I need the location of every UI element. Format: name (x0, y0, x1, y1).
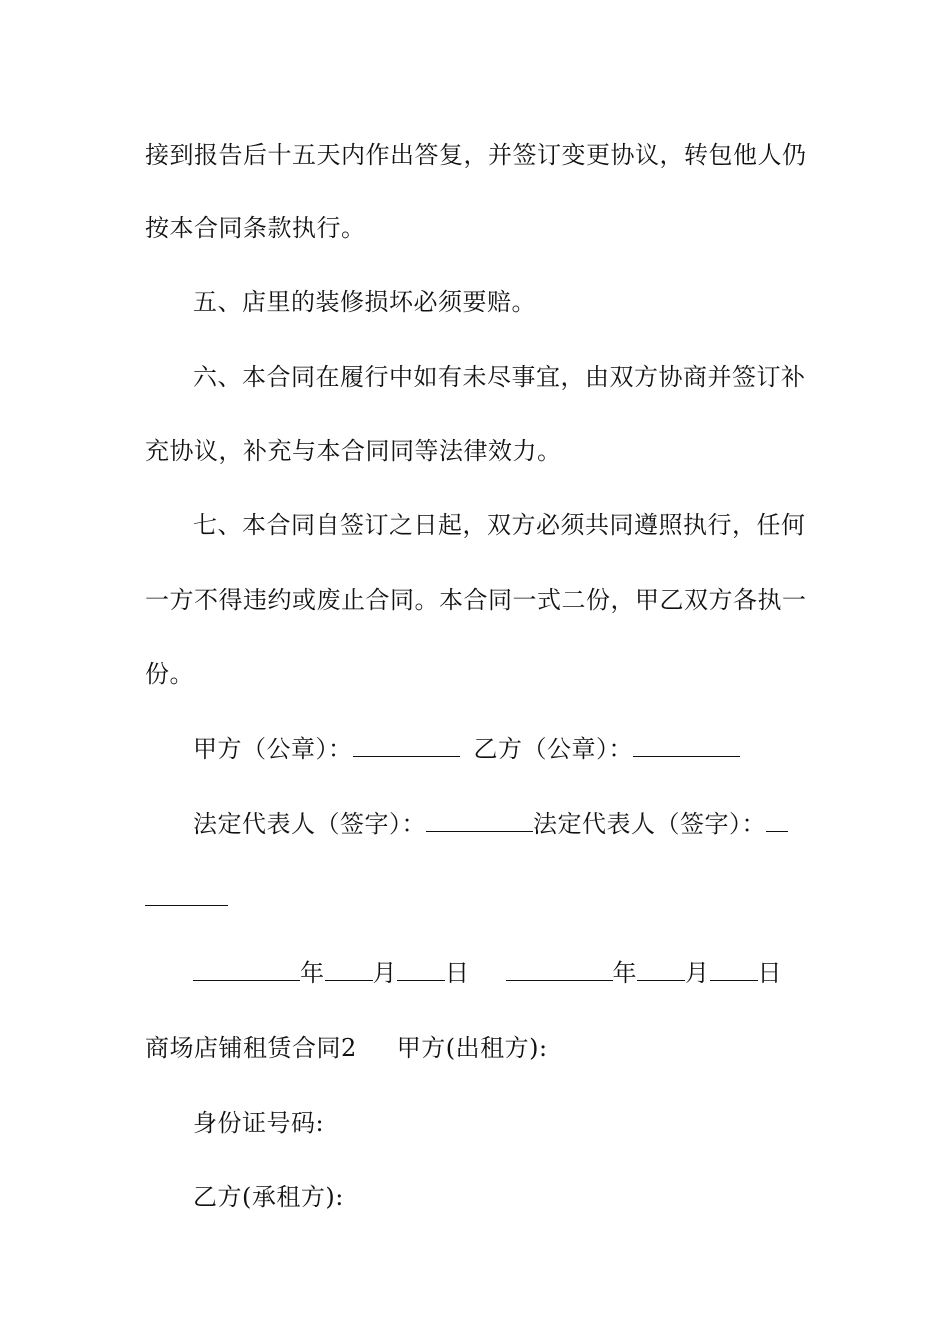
month-label-b: 月 (685, 959, 710, 987)
party-a-seal-blank (353, 734, 460, 757)
party-b-seal-blank (633, 734, 740, 757)
clause-six-line: 六、本合同在履行中如有未尽事宜，由双方协商并签订补 (193, 363, 806, 391)
date-line (193, 958, 863, 988)
clause-five: 五、店里的装修损坏必须要赔。 (193, 288, 536, 316)
paragraph-line: 接到报告后十五天内作出答复，并签订变更协议，转包他人仍 (145, 141, 807, 169)
year-blank-b (506, 958, 613, 981)
party-a-seal-label: 甲方（公章）： (193, 735, 353, 763)
day-label-a: 日 (445, 959, 470, 987)
legal-rep-b-blank (766, 809, 788, 832)
clause-seven-line: 七、本合同自签订之日起，双方必须共同遵照执行，任何 (193, 511, 806, 539)
month-blank-a (325, 958, 373, 981)
lessee-label: 乙方(承租方): (193, 1183, 344, 1211)
legal-rep-line (193, 809, 863, 839)
seal-line (193, 734, 863, 764)
clause-seven-line: 份。 (145, 660, 194, 688)
year-blank-a (193, 958, 300, 981)
next-contract-heading-line (145, 1033, 815, 1063)
party-b-seal-label: 乙方（公章）： (473, 735, 633, 763)
legal-rep-blank-continued (145, 883, 815, 913)
clause-seven-line: 一方不得违约或废止合同。本合同一式二份，甲乙双方各执一 (145, 586, 807, 614)
month-label-a: 月 (372, 959, 397, 987)
month-blank-b (637, 958, 685, 981)
legal-rep-b-blank-cont (145, 883, 228, 906)
day-label-b: 日 (757, 959, 782, 987)
lessor-label: 甲方(出租方): (396, 1034, 548, 1062)
legal-rep-a-blank (426, 809, 533, 832)
next-contract-title: 商场店铺租赁合同2 (145, 1034, 357, 1062)
paragraph-line: 按本合同条款执行。 (145, 214, 366, 242)
year-label-a: 年 (300, 959, 325, 987)
legal-rep-a-label: 法定代表人（签字）： (193, 810, 426, 838)
clause-six-line: 充协议，补充与本合同同等法律效力。 (145, 437, 562, 465)
year-label-b: 年 (612, 959, 637, 987)
day-blank-b (710, 958, 758, 981)
day-blank-a (397, 958, 445, 981)
legal-rep-b-label: 法定代表人（签字）： (533, 810, 766, 838)
id-number-label: 身份证号码: (193, 1109, 325, 1137)
